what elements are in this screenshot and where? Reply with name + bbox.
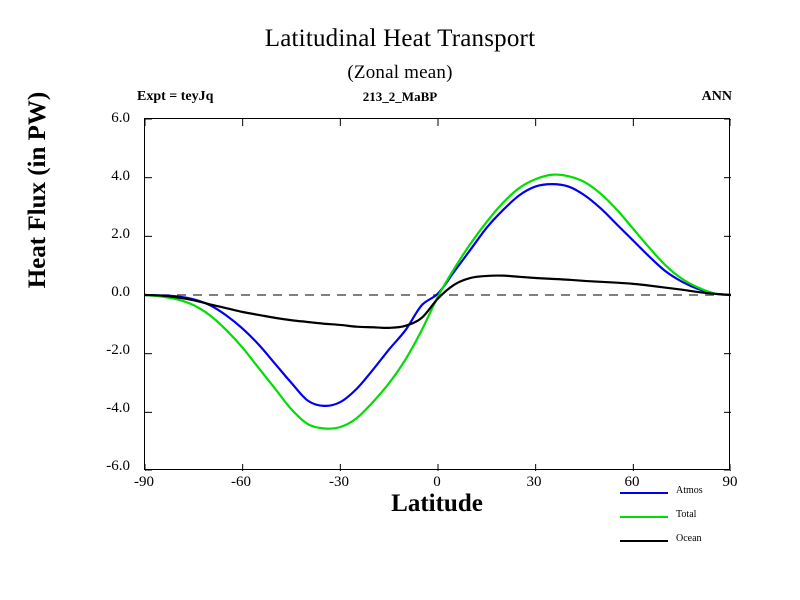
chart-subtitle: (Zonal mean) (347, 62, 453, 83)
x-tick-label-4: 30 (526, 474, 542, 490)
y-tick-label-6: -6.0 (106, 458, 130, 474)
legend (620, 482, 780, 554)
legend-label-ocean: Ocean (676, 533, 702, 544)
x-tick-label-6: 90 (722, 474, 738, 490)
chart-title: Latitudinal Heat Transport (264, 25, 536, 52)
plot-svg (145, 119, 731, 471)
y-axis-label: Heat Flux (in PW) (24, 91, 51, 289)
y-tick-label-2: 2.0 (111, 226, 130, 242)
y-tick-label-1: 4.0 (111, 168, 130, 184)
x-tick-label-0: -90 (134, 474, 154, 490)
y-tick-label-5: -4.0 (106, 400, 130, 416)
y-tick-label-4: -2.0 (106, 342, 130, 358)
season-label: ANN (701, 89, 732, 104)
legend-item-atmos (620, 482, 780, 506)
x-tick-label-3: 0 (433, 474, 441, 490)
y-tick-label-3: 0.0 (111, 284, 130, 300)
legend-swatch-total (620, 516, 668, 518)
x-tick-label-2: -30 (329, 474, 349, 490)
y-tick-label-0: 6.0 (111, 110, 130, 126)
experiment-label: Expt = teyJq (137, 89, 214, 104)
legend-item-ocean (620, 530, 780, 554)
case-label: 213_2_MaBP (362, 89, 438, 104)
legend-swatch-ocean (620, 540, 668, 542)
x-tick-label-5: 60 (624, 474, 640, 490)
series-line-total (145, 175, 731, 429)
legend-label-total: Total (676, 509, 697, 520)
legend-swatch-atmos (620, 492, 668, 494)
legend-item-total (620, 506, 780, 530)
plot-area (144, 118, 730, 470)
legend-label-atmos: Atmos (676, 485, 703, 496)
x-axis-label: Latitude (391, 490, 483, 517)
x-tick-label-1: -60 (231, 474, 251, 490)
